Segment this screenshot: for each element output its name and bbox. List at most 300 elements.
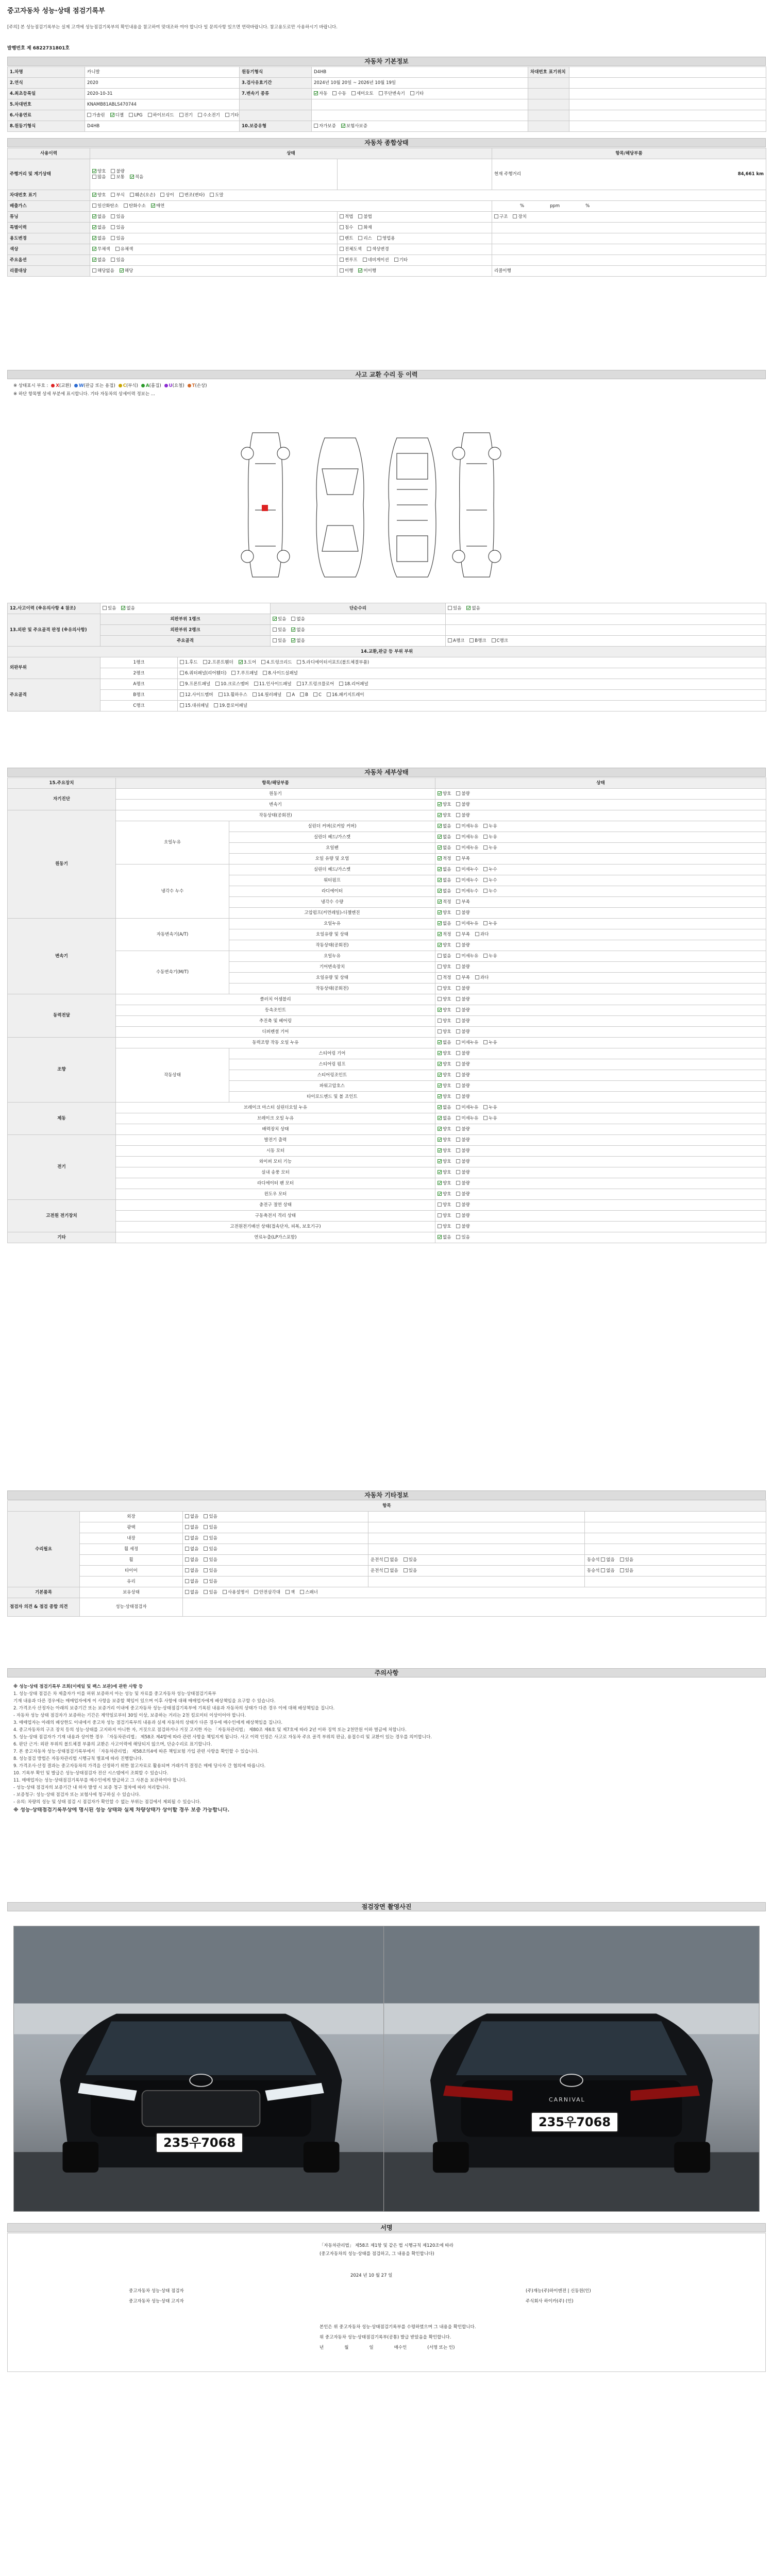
checkbox[interactable] xyxy=(456,791,460,795)
checkbox[interactable] xyxy=(438,824,442,828)
checkbox[interactable] xyxy=(204,1579,208,1583)
checkbox[interactable] xyxy=(456,878,460,882)
checkbox-option[interactable] xyxy=(111,236,124,242)
checkbox[interactable] xyxy=(92,169,96,173)
checkbox-option[interactable] xyxy=(92,169,106,175)
checkbox[interactable] xyxy=(185,1525,189,1529)
checkbox[interactable] xyxy=(340,214,344,218)
checkbox-option[interactable] xyxy=(438,1202,451,1208)
checkbox[interactable] xyxy=(180,660,184,664)
checkbox[interactable] xyxy=(483,824,488,828)
checkbox-option[interactable] xyxy=(297,682,334,687)
checkbox[interactable] xyxy=(92,268,96,273)
checkbox-option[interactable] xyxy=(111,175,124,180)
checkbox-option[interactable] xyxy=(358,236,372,242)
checkbox-option[interactable] xyxy=(475,975,489,981)
checkbox[interactable] xyxy=(456,1235,460,1239)
checkbox[interactable] xyxy=(438,1051,442,1055)
checkbox[interactable] xyxy=(456,824,460,828)
checkbox[interactable] xyxy=(314,124,318,128)
checkbox-option[interactable] xyxy=(291,617,305,622)
checkbox[interactable] xyxy=(340,258,344,262)
checkbox[interactable] xyxy=(214,703,218,707)
checkbox[interactable] xyxy=(285,1590,290,1594)
checkbox[interactable] xyxy=(456,943,460,947)
checkbox[interactable] xyxy=(456,1073,460,1077)
checkbox-option[interactable] xyxy=(404,1568,417,1574)
checkbox-option[interactable] xyxy=(483,1040,497,1046)
checkbox[interactable] xyxy=(185,1557,189,1562)
checkbox-option[interactable] xyxy=(456,1062,469,1067)
checkbox[interactable] xyxy=(358,268,362,273)
checkbox-option[interactable] xyxy=(291,628,305,633)
checkbox-option[interactable] xyxy=(438,845,451,851)
checkbox-option[interactable] xyxy=(438,1019,451,1024)
checkbox-option[interactable] xyxy=(151,204,164,209)
checkbox-option[interactable] xyxy=(483,835,497,840)
checkbox-option[interactable] xyxy=(438,1235,451,1241)
checkbox[interactable] xyxy=(438,1019,442,1023)
checkbox-option[interactable] xyxy=(483,921,497,927)
checkbox[interactable] xyxy=(394,258,398,262)
checkbox-option[interactable] xyxy=(438,878,451,884)
checkbox[interactable] xyxy=(384,1568,389,1572)
checkbox[interactable] xyxy=(456,910,460,914)
checkbox[interactable] xyxy=(456,802,460,806)
checkbox-option[interactable] xyxy=(185,1525,198,1531)
checkbox[interactable] xyxy=(438,954,442,958)
checkbox-option[interactable] xyxy=(438,1073,451,1078)
checkbox[interactable] xyxy=(456,1051,460,1055)
checkbox[interactable] xyxy=(185,1590,189,1594)
checkbox[interactable] xyxy=(438,845,442,850)
checkbox-option[interactable] xyxy=(285,1590,295,1596)
checkbox-option[interactable] xyxy=(185,1547,198,1552)
checkbox-option[interactable] xyxy=(410,91,424,97)
checkbox[interactable] xyxy=(115,247,120,251)
checkbox-option[interactable] xyxy=(438,867,451,873)
checkbox-option[interactable] xyxy=(225,113,239,118)
checkbox-option[interactable] xyxy=(483,824,497,829)
checkbox-option[interactable] xyxy=(438,856,451,862)
checkbox-option[interactable] xyxy=(273,628,286,633)
checkbox[interactable] xyxy=(204,1568,208,1572)
checkbox[interactable] xyxy=(483,1040,488,1044)
checkbox-option[interactable] xyxy=(327,692,364,698)
checkbox[interactable] xyxy=(410,91,414,95)
checkbox-option[interactable] xyxy=(340,214,353,220)
checkbox-option[interactable] xyxy=(456,954,478,959)
checkbox[interactable] xyxy=(456,1202,460,1207)
checkbox-option[interactable] xyxy=(483,878,497,884)
checkbox-option[interactable] xyxy=(438,1116,451,1122)
checkbox[interactable] xyxy=(438,975,442,979)
checkbox-option[interactable] xyxy=(438,1083,451,1089)
checkbox-option[interactable] xyxy=(456,878,478,884)
checkbox[interactable] xyxy=(513,214,517,218)
checkbox[interactable] xyxy=(438,1029,442,1033)
checkbox[interactable] xyxy=(204,1536,208,1540)
checkbox-option[interactable] xyxy=(185,1579,198,1585)
checkbox-option[interactable] xyxy=(254,682,292,687)
checkbox[interactable] xyxy=(456,975,460,979)
checkbox[interactable] xyxy=(219,692,223,697)
checkbox-option[interactable] xyxy=(620,1568,633,1574)
checkbox-option[interactable] xyxy=(456,867,478,873)
checkbox-option[interactable] xyxy=(204,1547,217,1552)
checkbox[interactable] xyxy=(620,1557,624,1562)
checkbox-option[interactable] xyxy=(120,268,133,274)
checkbox[interactable] xyxy=(110,113,114,117)
checkbox-option[interactable] xyxy=(438,791,451,797)
checkbox-option[interactable] xyxy=(438,921,451,927)
checkbox[interactable] xyxy=(438,1202,442,1207)
checkbox-option[interactable] xyxy=(494,214,508,220)
checkbox-option[interactable] xyxy=(214,703,247,709)
checkbox-option[interactable] xyxy=(456,997,469,1003)
checkbox[interactable] xyxy=(180,692,184,697)
checkbox[interactable] xyxy=(469,638,474,642)
checkbox-option[interactable] xyxy=(332,91,346,97)
checkbox-option[interactable] xyxy=(351,91,374,97)
checkbox-option[interactable] xyxy=(456,1051,469,1057)
checkbox[interactable] xyxy=(92,193,96,197)
checkbox-option[interactable] xyxy=(92,214,106,220)
checkbox[interactable] xyxy=(179,193,183,197)
checkbox[interactable] xyxy=(180,703,184,707)
checkbox[interactable] xyxy=(448,606,452,610)
checkbox[interactable] xyxy=(438,910,442,914)
checkbox[interactable] xyxy=(151,204,155,208)
checkbox-option[interactable] xyxy=(340,268,353,274)
checkbox[interactable] xyxy=(438,791,442,795)
checkbox-option[interactable] xyxy=(438,1181,451,1187)
checkbox[interactable] xyxy=(254,1590,258,1594)
checkbox-option[interactable] xyxy=(456,1105,478,1111)
checkbox-option[interactable] xyxy=(130,175,143,180)
checkbox-option[interactable] xyxy=(438,1008,451,1013)
checkbox[interactable] xyxy=(332,91,337,95)
checkbox[interactable] xyxy=(456,1094,460,1098)
checkbox-option[interactable] xyxy=(111,225,124,231)
checkbox-option[interactable] xyxy=(215,682,249,687)
checkbox[interactable] xyxy=(601,1568,605,1572)
checkbox[interactable] xyxy=(148,113,152,117)
checkbox[interactable] xyxy=(263,671,267,675)
checkbox-option[interactable] xyxy=(483,845,497,851)
checkbox-option[interactable] xyxy=(204,1579,217,1585)
checkbox-option[interactable] xyxy=(438,975,451,981)
checkbox[interactable] xyxy=(483,835,488,839)
checkbox-option[interactable] xyxy=(111,193,124,198)
checkbox-option[interactable] xyxy=(111,214,124,220)
checkbox-option[interactable] xyxy=(438,900,451,905)
checkbox-option[interactable] xyxy=(239,660,257,666)
checkbox[interactable] xyxy=(456,1116,460,1120)
checkbox[interactable] xyxy=(456,1224,460,1228)
checkbox-option[interactable] xyxy=(469,638,486,644)
checkbox[interactable] xyxy=(456,1159,460,1163)
checkbox-option[interactable] xyxy=(456,1202,469,1208)
checkbox[interactable] xyxy=(601,1557,605,1562)
checkbox[interactable] xyxy=(379,91,383,95)
checkbox-option[interactable] xyxy=(340,236,353,242)
checkbox-option[interactable] xyxy=(456,1127,469,1132)
checkbox-option[interactable] xyxy=(456,964,469,970)
checkbox-option[interactable] xyxy=(231,671,258,676)
checkbox[interactable] xyxy=(438,943,442,947)
checkbox[interactable] xyxy=(483,845,488,850)
checkbox-option[interactable] xyxy=(438,1138,451,1143)
checkbox[interactable] xyxy=(180,671,184,675)
checkbox[interactable] xyxy=(438,1148,442,1153)
checkbox[interactable] xyxy=(456,921,460,925)
checkbox[interactable] xyxy=(475,975,479,979)
checkbox-option[interactable] xyxy=(475,932,489,938)
checkbox[interactable] xyxy=(185,1514,189,1518)
checkbox[interactable] xyxy=(363,258,367,262)
checkbox-option[interactable] xyxy=(456,943,469,948)
checkbox[interactable] xyxy=(456,1029,460,1033)
checkbox[interactable] xyxy=(225,113,229,117)
checkbox[interactable] xyxy=(111,258,115,262)
checkbox[interactable] xyxy=(340,236,344,240)
checkbox[interactable] xyxy=(340,268,344,273)
checkbox-option[interactable] xyxy=(456,1008,469,1013)
checkbox-option[interactable] xyxy=(185,1557,198,1563)
checkbox[interactable] xyxy=(438,1105,442,1109)
checkbox[interactable] xyxy=(438,856,442,860)
checkbox[interactable] xyxy=(438,1213,442,1217)
checkbox-option[interactable] xyxy=(483,867,497,873)
checkbox-option[interactable] xyxy=(456,975,469,981)
checkbox-option[interactable] xyxy=(204,1525,217,1531)
checkbox[interactable] xyxy=(456,867,460,871)
checkbox[interactable] xyxy=(456,1105,460,1109)
checkbox-option[interactable] xyxy=(358,214,372,220)
checkbox[interactable] xyxy=(438,1008,442,1012)
checkbox-option[interactable] xyxy=(456,1181,469,1187)
checkbox[interactable] xyxy=(438,1181,442,1185)
checkbox[interactable] xyxy=(253,692,257,697)
checkbox-option[interactable] xyxy=(204,1590,217,1596)
checkbox-option[interactable] xyxy=(456,900,469,905)
checkbox[interactable] xyxy=(273,638,277,642)
checkbox[interactable] xyxy=(438,1073,442,1077)
checkbox-option[interactable] xyxy=(367,247,389,252)
checkbox-option[interactable] xyxy=(483,954,497,959)
checkbox-option[interactable] xyxy=(438,932,451,938)
checkbox[interactable] xyxy=(456,900,460,904)
checkbox-option[interactable] xyxy=(438,1094,451,1100)
checkbox[interactable] xyxy=(438,1224,442,1228)
checkbox-option[interactable] xyxy=(377,236,395,242)
checkbox[interactable] xyxy=(438,986,442,990)
checkbox-option[interactable] xyxy=(483,889,497,894)
checkbox[interactable] xyxy=(358,214,362,218)
checkbox[interactable] xyxy=(124,204,128,208)
checkbox[interactable] xyxy=(92,236,96,240)
checkbox-option[interactable] xyxy=(111,258,124,263)
checkbox-option[interactable] xyxy=(448,606,461,612)
checkbox[interactable] xyxy=(291,617,295,621)
checkbox[interactable] xyxy=(92,258,96,262)
checkbox-option[interactable] xyxy=(438,889,451,894)
checkbox[interactable] xyxy=(287,692,291,697)
checkbox-option[interactable] xyxy=(438,1062,451,1067)
checkbox[interactable] xyxy=(111,236,115,240)
checkbox[interactable] xyxy=(204,1590,208,1594)
checkbox-option[interactable] xyxy=(339,682,368,687)
checkbox[interactable] xyxy=(341,124,345,128)
checkbox-option[interactable] xyxy=(341,124,367,129)
checkbox[interactable] xyxy=(273,628,277,632)
checkbox[interactable] xyxy=(185,1568,189,1572)
checkbox[interactable] xyxy=(483,867,488,871)
checkbox[interactable] xyxy=(204,1514,208,1518)
checkbox-option[interactable] xyxy=(253,692,281,698)
checkbox[interactable] xyxy=(204,1525,208,1529)
checkbox-option[interactable] xyxy=(129,113,142,118)
checkbox[interactable] xyxy=(456,997,460,1001)
checkbox-option[interactable] xyxy=(456,1019,469,1024)
checkbox-option[interactable] xyxy=(185,1590,198,1596)
checkbox[interactable] xyxy=(466,606,470,610)
checkbox-option[interactable] xyxy=(456,1224,469,1230)
checkbox-option[interactable] xyxy=(92,268,114,274)
checkbox-option[interactable] xyxy=(130,193,155,198)
checkbox[interactable] xyxy=(87,113,91,117)
checkbox-option[interactable] xyxy=(185,1568,198,1574)
checkbox-option[interactable] xyxy=(121,606,135,612)
checkbox-option[interactable] xyxy=(160,193,174,198)
checkbox-option[interactable] xyxy=(223,1590,249,1596)
checkbox[interactable] xyxy=(92,214,96,218)
checkbox-option[interactable] xyxy=(111,169,124,175)
checkbox-option[interactable] xyxy=(438,1105,451,1111)
checkbox[interactable] xyxy=(339,682,343,686)
checkbox[interactable] xyxy=(210,193,214,197)
checkbox[interactable] xyxy=(456,1213,460,1217)
checkbox[interactable] xyxy=(204,1557,208,1562)
checkbox-option[interactable] xyxy=(179,113,193,118)
checkbox[interactable] xyxy=(254,682,258,686)
checkbox-option[interactable] xyxy=(358,225,372,231)
checkbox[interactable] xyxy=(185,1536,189,1540)
checkbox-option[interactable] xyxy=(438,943,451,948)
checkbox[interactable] xyxy=(103,606,107,610)
checkbox[interactable] xyxy=(438,1116,442,1120)
checkbox[interactable] xyxy=(377,236,381,240)
checkbox-option[interactable] xyxy=(438,1170,451,1176)
checkbox[interactable] xyxy=(456,954,460,958)
checkbox-option[interactable] xyxy=(87,113,105,118)
checkbox-option[interactable] xyxy=(438,910,451,916)
checkbox-option[interactable] xyxy=(110,113,124,118)
checkbox-option[interactable] xyxy=(456,856,469,862)
checkbox-option[interactable] xyxy=(438,813,451,819)
checkbox[interactable] xyxy=(483,954,488,958)
checkbox-option[interactable] xyxy=(180,703,209,709)
checkbox[interactable] xyxy=(456,1138,460,1142)
checkbox[interactable] xyxy=(456,1148,460,1153)
checkbox-option[interactable] xyxy=(601,1568,614,1574)
checkbox-option[interactable] xyxy=(456,791,469,797)
checkbox-option[interactable] xyxy=(180,660,198,666)
checkbox[interactable] xyxy=(438,867,442,871)
checkbox[interactable] xyxy=(456,1062,460,1066)
checkbox-option[interactable] xyxy=(404,1557,417,1563)
checkbox[interactable] xyxy=(438,1138,442,1142)
checkbox[interactable] xyxy=(456,845,460,850)
checkbox[interactable] xyxy=(198,113,202,117)
checkbox-option[interactable] xyxy=(438,1213,451,1219)
checkbox[interactable] xyxy=(438,997,442,1001)
checkbox-option[interactable] xyxy=(273,638,286,644)
checkbox-option[interactable] xyxy=(438,1040,451,1046)
checkbox[interactable] xyxy=(620,1568,624,1572)
checkbox[interactable] xyxy=(130,175,134,179)
checkbox[interactable] xyxy=(483,889,488,893)
checkbox[interactable] xyxy=(492,638,496,642)
checkbox[interactable] xyxy=(438,1040,442,1044)
checkbox-option[interactable] xyxy=(438,1159,451,1165)
checkbox-option[interactable] xyxy=(297,660,369,666)
checkbox-option[interactable] xyxy=(456,1029,469,1035)
checkbox[interactable] xyxy=(438,1159,442,1163)
checkbox[interactable] xyxy=(438,1192,442,1196)
checkbox-option[interactable] xyxy=(456,986,469,992)
checkbox[interactable] xyxy=(483,1116,488,1120)
checkbox-option[interactable] xyxy=(384,1568,398,1574)
checkbox-option[interactable] xyxy=(92,175,106,180)
checkbox-option[interactable] xyxy=(254,1590,280,1596)
checkbox-option[interactable] xyxy=(438,1127,451,1132)
checkbox-option[interactable] xyxy=(300,692,308,698)
checkbox[interactable] xyxy=(358,236,362,240)
checkbox-option[interactable] xyxy=(456,1170,469,1176)
checkbox-option[interactable] xyxy=(438,824,451,829)
checkbox-option[interactable] xyxy=(92,247,110,252)
checkbox[interactable] xyxy=(438,932,442,936)
checkbox-option[interactable] xyxy=(466,606,480,612)
checkbox-option[interactable] xyxy=(438,1029,451,1035)
checkbox-option[interactable] xyxy=(210,193,223,198)
checkbox[interactable] xyxy=(160,193,164,197)
checkbox[interactable] xyxy=(300,1590,304,1594)
checkbox[interactable] xyxy=(456,1192,460,1196)
checkbox-option[interactable] xyxy=(314,124,336,129)
checkbox[interactable] xyxy=(456,964,460,969)
checkbox[interactable] xyxy=(204,1547,208,1551)
checkbox[interactable] xyxy=(456,813,460,817)
checkbox-option[interactable] xyxy=(438,964,451,970)
checkbox-option[interactable] xyxy=(219,692,247,698)
checkbox-option[interactable] xyxy=(456,1192,469,1197)
checkbox-option[interactable] xyxy=(92,236,106,242)
checkbox-option[interactable] xyxy=(438,1192,451,1197)
checkbox-option[interactable] xyxy=(185,1536,198,1541)
checkbox-option[interactable] xyxy=(438,986,451,992)
checkbox-option[interactable] xyxy=(456,1040,478,1046)
checkbox-option[interactable] xyxy=(148,113,174,118)
checkbox-option[interactable] xyxy=(456,824,478,829)
checkbox-option[interactable] xyxy=(438,1224,451,1230)
checkbox-option[interactable] xyxy=(601,1557,614,1563)
checkbox[interactable] xyxy=(358,225,362,229)
checkbox-option[interactable] xyxy=(438,1148,451,1154)
checkbox[interactable] xyxy=(456,1019,460,1023)
